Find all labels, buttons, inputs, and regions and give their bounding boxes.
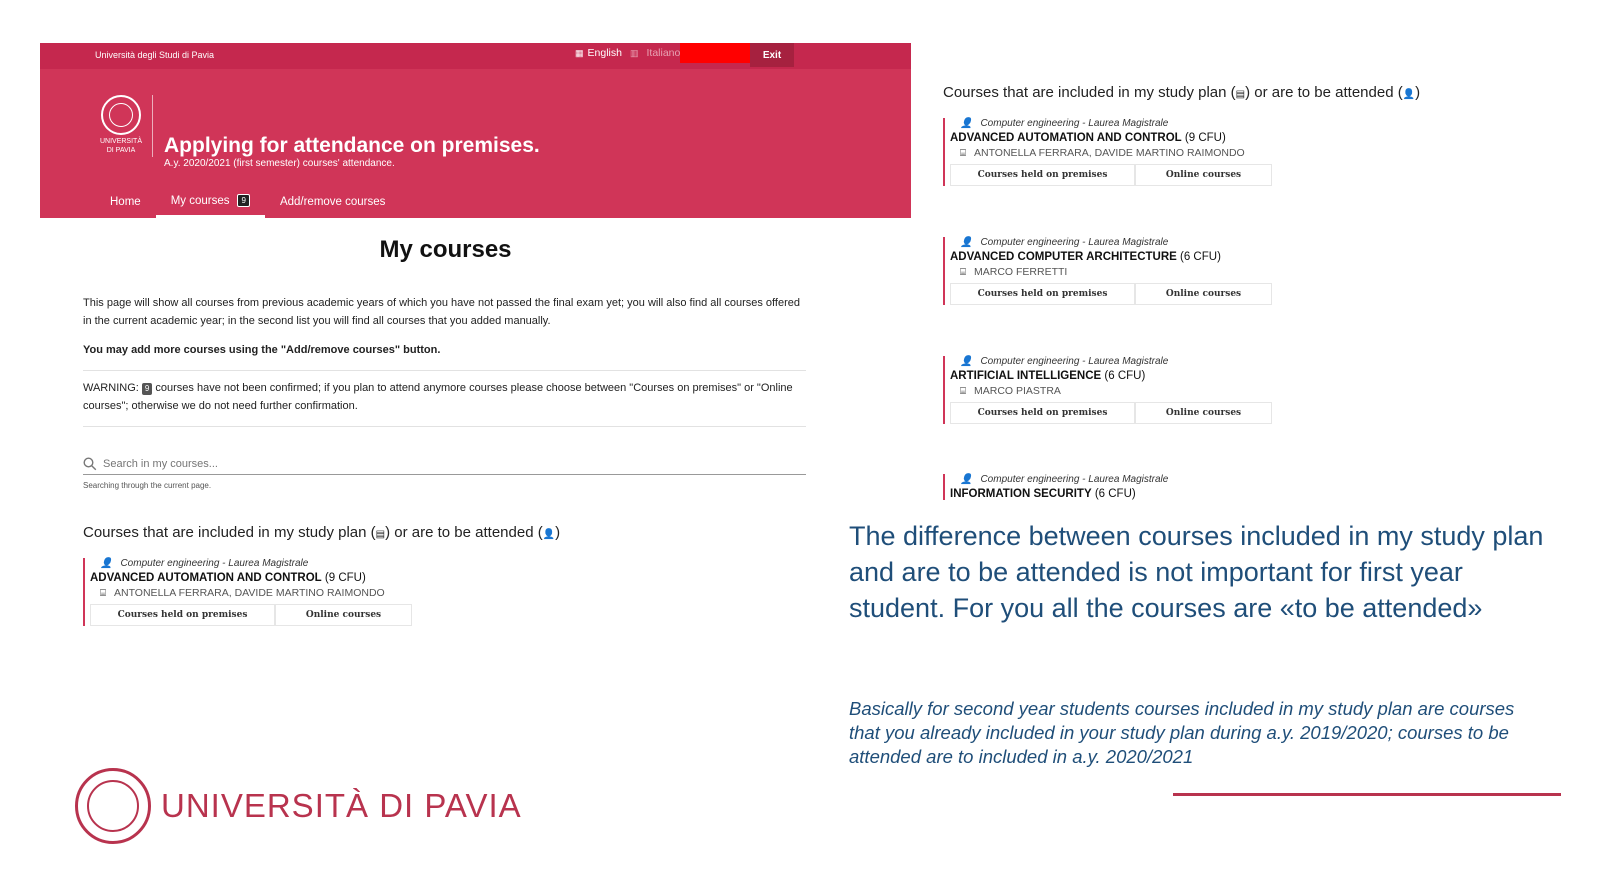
teacher-icon: ⌸ bbox=[960, 385, 966, 397]
section-title-part: Courses that are included in my study plan ( bbox=[943, 84, 1236, 101]
teachers-label: MARCO FERRETTI bbox=[974, 266, 1068, 278]
attendance-options bbox=[950, 402, 1272, 424]
course-card bbox=[943, 237, 1272, 305]
course-cfu: (6 CFU) bbox=[1180, 251, 1221, 263]
nav-home[interactable]: Home bbox=[110, 196, 141, 208]
user-gear-icon: 👤 bbox=[1402, 89, 1416, 100]
divider bbox=[152, 95, 153, 157]
user-gear-icon: 👤 bbox=[542, 529, 556, 540]
redacted-user-box bbox=[680, 43, 750, 63]
user-gear-icon: 👤 bbox=[960, 237, 973, 248]
course-cfu: (9 CFU) bbox=[1184, 132, 1226, 144]
online-button[interactable]: Online courses bbox=[1135, 164, 1272, 186]
divider bbox=[83, 426, 806, 427]
teacher-icon: ⌸ bbox=[100, 587, 106, 599]
note-text: Basically for second year students courses included in my study plan are courses that you already included in your study plan during a.y. 2019/2020; courses to be attended are to included in a.y. 2020/2021 bbox=[849, 698, 1515, 767]
page-title: My courses bbox=[379, 236, 512, 263]
premises-button[interactable]: Courses held on premises bbox=[90, 604, 275, 626]
nav-my-courses[interactable] bbox=[156, 186, 265, 218]
seal-icon bbox=[101, 95, 141, 135]
top-bar bbox=[40, 43, 911, 69]
nav-add-remove-courses[interactable]: Add/remove courses bbox=[279, 196, 386, 208]
course-title: ARTIFICIAL INTELLIGENCE bbox=[950, 370, 1102, 382]
premises-button[interactable]: Courses held on premises bbox=[950, 402, 1135, 424]
program-label: Computer engineering - Laurea Magistrale bbox=[980, 474, 1169, 485]
seal-label: UNIVERSITÀ DI PAVIA bbox=[99, 138, 142, 154]
attendance-options bbox=[950, 164, 1272, 186]
course-name bbox=[950, 370, 1272, 382]
course-teachers bbox=[960, 266, 1272, 278]
course-program bbox=[100, 558, 412, 569]
attendance-options bbox=[950, 283, 1272, 305]
course-cfu: (9 CFU) bbox=[324, 572, 366, 584]
section-title-part: ) or are to be attended ( bbox=[1245, 84, 1403, 101]
teacher-icon: ⌸ bbox=[960, 147, 966, 159]
main-nav bbox=[95, 186, 400, 218]
course-title: ADVANCED AUTOMATION AND CONTROL bbox=[90, 572, 322, 584]
user-gear-icon: 👤 bbox=[100, 558, 113, 569]
course-card bbox=[943, 474, 1168, 500]
course-teachers bbox=[960, 385, 1272, 397]
course-cfu: (6 CFU) bbox=[1104, 370, 1146, 382]
exit-button[interactable]: Exit bbox=[750, 43, 794, 67]
page-heading: Applying for attendance on premises. bbox=[164, 134, 540, 157]
premises-button[interactable]: Courses held on premises bbox=[950, 164, 1135, 186]
page-subheading: A.y. 2020/2021 (first semester) courses' attendance. bbox=[164, 158, 395, 169]
logo-text: UNIVERSITÀ DI PAVIA bbox=[161, 787, 522, 824]
user-gear-icon: 👤 bbox=[960, 474, 973, 485]
user-gear-icon: 👤 bbox=[960, 118, 973, 129]
teacher-icon: ⌸ bbox=[960, 266, 966, 278]
lang-italiano-link[interactable]: Italiano bbox=[646, 47, 681, 59]
section-title-part: ) bbox=[1415, 84, 1421, 101]
course-card bbox=[943, 118, 1272, 186]
university-seal bbox=[98, 95, 144, 155]
course-title: INFORMATION SECURITY bbox=[950, 488, 1092, 500]
course-title: ADVANCED AUTOMATION AND CONTROL bbox=[950, 132, 1182, 144]
section-title-part: Courses that are included in my study plan ( bbox=[83, 524, 376, 541]
warning-count-badge: 9 bbox=[142, 383, 152, 395]
program-label: Computer engineering - Laurea Magistrale bbox=[120, 558, 309, 569]
course-program bbox=[960, 356, 1272, 367]
course-program bbox=[960, 474, 1168, 485]
search-hint: Searching through the current page. bbox=[83, 481, 212, 490]
university-name: Università degli Studi di Pavia bbox=[95, 50, 215, 60]
courses-section-title-zoom bbox=[943, 84, 1420, 101]
course-name bbox=[90, 572, 412, 584]
course-card bbox=[943, 356, 1272, 424]
warning-text bbox=[83, 379, 808, 415]
program-label: Computer engineering - Laurea Magistrale bbox=[980, 356, 1169, 367]
warning-label: WARNING: bbox=[83, 382, 139, 394]
section-title-part: ) or are to be attended ( bbox=[385, 524, 543, 541]
study-plan-icon: ▤ bbox=[375, 529, 386, 540]
search-input[interactable] bbox=[103, 458, 703, 470]
course-name bbox=[950, 251, 1272, 263]
program-label: Computer engineering - Laurea Magistrale bbox=[980, 118, 1169, 129]
attendance-options bbox=[90, 604, 412, 626]
program-label: Computer engineering - Laurea Magistrale bbox=[980, 237, 1169, 248]
divider bbox=[83, 370, 806, 371]
search-bar bbox=[83, 453, 806, 475]
premises-button[interactable]: Courses held on premises bbox=[950, 283, 1135, 305]
teachers-label: MARCO PIASTRA bbox=[974, 385, 1061, 397]
warning-message: courses have not been confirmed; if you plan to attend anymore courses please choose between "Courses on premises" or "Online courses"; otherwise we do not need further confirmation. bbox=[83, 382, 793, 412]
lang-english-link[interactable]: English bbox=[587, 47, 622, 59]
user-gear-icon: 👤 bbox=[960, 356, 973, 367]
study-plan-icon: ▤ bbox=[1235, 89, 1246, 100]
teachers-label: ANTONELLA FERRARA, DAVIDE MARTINO RAIMONDO bbox=[114, 587, 385, 599]
section-title-part: ) bbox=[555, 524, 561, 541]
course-cfu: (6 CFU) bbox=[1094, 488, 1136, 500]
course-teachers bbox=[960, 147, 1272, 159]
university-emblem-icon bbox=[75, 768, 151, 844]
online-button[interactable]: Online courses bbox=[1135, 283, 1272, 305]
course-name bbox=[950, 132, 1272, 144]
nav-my-courses-label: My courses bbox=[170, 194, 230, 207]
university-logo bbox=[75, 768, 522, 844]
language-switcher bbox=[575, 47, 680, 59]
course-teachers bbox=[100, 587, 412, 599]
course-card bbox=[83, 558, 412, 626]
explanation-text: The difference between courses included in my study plan and are to be attended is not important for first year student. For you all the courses are «to be attended» bbox=[849, 521, 1544, 623]
intro-text: This page will show all courses from previous academic years of which you have not passed the final exam yet; you will also find all courses offered in the current academic year; in the second list you will find all courses that you added manually. bbox=[83, 297, 800, 327]
accent-line bbox=[1173, 793, 1561, 796]
uk-flag-icon: ▦ bbox=[575, 47, 584, 58]
teachers-label: ANTONELLA FERRARA, DAVIDE MARTINO RAIMONDO bbox=[974, 147, 1245, 159]
online-button[interactable]: Online courses bbox=[1135, 402, 1272, 424]
search-icon bbox=[83, 457, 97, 471]
course-program bbox=[960, 118, 1272, 129]
online-button[interactable]: Online courses bbox=[275, 604, 412, 626]
add-courses-note: You may add more courses using the "Add/remove courses" button. bbox=[83, 344, 441, 356]
course-name bbox=[950, 488, 1168, 500]
italy-flag-icon: ▥ bbox=[629, 47, 639, 58]
courses-section-title bbox=[83, 524, 560, 541]
app-screenshot bbox=[40, 43, 911, 620]
course-program bbox=[960, 237, 1272, 248]
course-title: ADVANCED COMPUTER ARCHITECTURE bbox=[950, 251, 1177, 263]
course-count-badge: 9 bbox=[237, 194, 249, 207]
header-banner bbox=[40, 69, 911, 218]
